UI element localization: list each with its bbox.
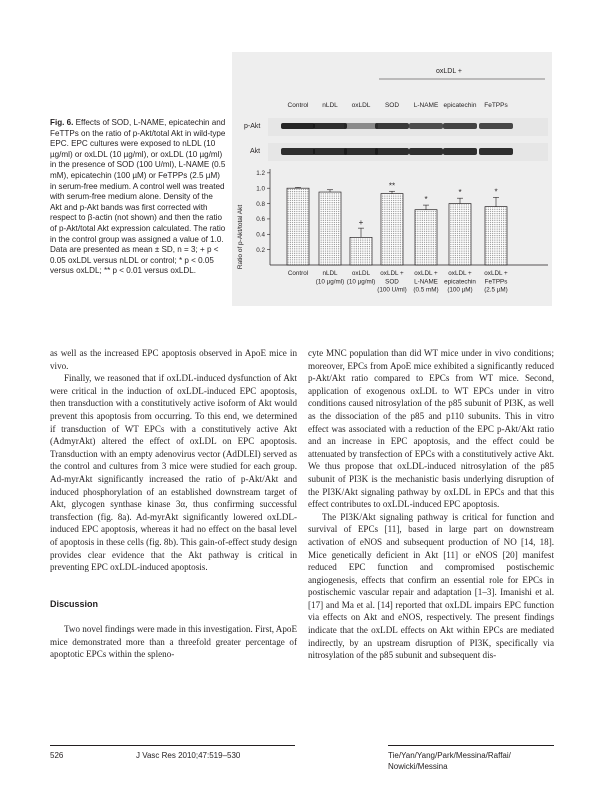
category-label: (2.5 µM): [484, 286, 508, 294]
category-label: oxLDL +: [448, 270, 472, 277]
bar-fill: [450, 204, 471, 264]
footer-rule-right: [388, 745, 554, 746]
significance-marker: *: [458, 188, 462, 198]
bar-fill: [320, 193, 341, 265]
chart-ylabel: Ratio of p-Akt/total Akt: [237, 204, 244, 270]
column-right: [308, 347, 554, 662]
lane-label: epicatechin: [443, 102, 477, 109]
figure-caption: [50, 118, 226, 277]
significance-marker: *: [424, 195, 428, 205]
bar-fill: [351, 238, 372, 264]
y-tick-label: 1.0: [256, 185, 265, 193]
author-list: [388, 750, 511, 772]
lane-label: nLDL: [322, 102, 338, 109]
category-label: oxLDL +: [380, 270, 404, 277]
page-number: 526: [50, 751, 64, 760]
category-label: SOD: [385, 278, 399, 286]
right-paragraph-1: cyte MNC population than did WT mice under in vivo conditions; moreover, EPCs from ApoE mice exhibited a significantly reduced p-Akt/Akt ratio compared to EPCs from WT mice. Second, application of exogenous oxLDL to WT EPCs under in vitro conditions caused nitrosylation of the p85 subunit of PI3K, as well as the dissociation of the p85 and p110 subunits. This in vitro effect was associated with a reduction of the EPC p-Akt/Akt ratio and an increase in EPC apoptosis, and the effect could be attenuated by transfection of EPCs with a constitutively active Akt. We thus propose that oxLDL-induced nitrosylation of the p85 subunit of PI3K is the mechanistic basis underlying disruption of the PI3K/Akt signaling pathway by oxLDL in EPCs and that this effect contributes to oxLDL-induced EPC apoptosis.: [308, 348, 554, 510]
y-tick-label: 0.8: [256, 200, 265, 208]
left-paragraph-2: Finally, we reasoned that if oxLDL-induced dysfunction of Akt were critical in the induction of oxLDL-induced EPC apoptosis, then transduction with a constitutively active isoform of Akt would prevent this apoptosis from occurring. To this end, we determined if transduction of WT EPCs with a constitutively active Akt (AdmyrAkt) altered the effect of oxLDL on EPC apoptosis. Transduction with an empty adenovirus vector (AdDLEI) served as the control and cultures from 3 mice were studied for each group. Ad-myrAkt significantly increased the ratio of p-Akt/Akt and induced phosphorylation of an established downstream target of Akt, glycogen synthase kinase 3α, thus confirming successful transfection (fig. 8a). Ad-myrAkt significantly lowered oxLDL-induced EPC apoptosis, whereas it had no effect on the basal level of apoptosis in these cells (fig. 8b). This gain-of-effect study design provides clear evidence that the Akt pathway is critical in preventing EPC oxLDL-induced apoptosis.: [50, 373, 297, 573]
significance-marker: *: [494, 187, 498, 197]
figure-6: [232, 52, 552, 306]
bar-fill: [288, 189, 309, 265]
akt-band: [375, 148, 409, 155]
journal-citation: J Vasc Res 2010;47:519–530: [136, 751, 241, 760]
column-left: [50, 347, 297, 661]
p-akt-band: [281, 123, 315, 129]
category-label: Control: [287, 270, 309, 277]
category-label: (0.5 mM): [413, 286, 439, 294]
p-akt-band: [443, 123, 477, 129]
p-akt-band: [375, 123, 409, 129]
blot-label-akt: Akt: [250, 148, 261, 155]
category-label: FeTPPs: [484, 278, 508, 286]
category-label: nLDL: [322, 270, 338, 277]
significance-marker: **: [388, 181, 396, 191]
akt-band: [344, 148, 378, 155]
left-paragraph-3: Two novel findings were made in this investigation. First, ApoE mice demonstrated more than a threefold greater percentage of apoptotic EPCs within the spleno-: [50, 624, 297, 660]
akt-band: [443, 148, 477, 155]
y-tick-label: 0.6: [256, 216, 265, 224]
lane-label: L-NAME: [413, 102, 439, 109]
bar-chart: [256, 169, 548, 294]
significance-marker: +: [358, 218, 364, 228]
figure-label: Fig. 6.: [50, 118, 74, 127]
bar-fill: [416, 210, 437, 264]
lane-label: SOD: [384, 102, 400, 109]
p-akt-band: [313, 123, 347, 129]
y-tick-label: 1.2: [256, 170, 265, 178]
blot-label-p-akt: p-Akt: [244, 123, 261, 130]
category-label: (10 µg/ml): [315, 278, 345, 286]
figure-caption-text: Effects of SOD, L-NAME, epicatechin and FeTTPs on the ratio of p-Akt/total Akt in wild-type EPC. EPC cultures were exposed to nLDL (10 µg/ml) or oxLDL (10 µg/ml), or oxLDL (10 µg/ml) in the presence of SOD (100 U/ml), L-NAME (0.5 mM), epicatechin (100 µM) or FeTPPs (2.5 µM) in serum-free medium. A control well was treated with serum-free medium alone. Density of the Akt and p-Akt bands was first corrected with respect to β-actin (not shown) and then the ratio of p-Akt/total Akt expression calculated. The ratio in the control group was assigned a value of 1.0. Data are presented as mean ± SD, n = 3; + p < 0.05 oxLDL versus nLDL or control; * p < 0.05 versus oxLDL; ** p < 0.01 versus oxLDL.: [50, 118, 226, 276]
bar-fill: [382, 194, 403, 264]
category-label: (100 µM): [447, 286, 473, 294]
p-akt-band: [344, 123, 378, 129]
category-label: (100 U/ml): [377, 286, 407, 294]
lane-label: FeTPPs: [484, 102, 508, 109]
akt-band: [281, 148, 315, 155]
section-heading-discussion: Discussion: [50, 598, 99, 609]
category-label: oxLDL: [351, 270, 371, 277]
y-tick-label: 0.2: [256, 246, 265, 254]
footer-rule-left: [50, 745, 295, 746]
author-list-line-1: Tie/Yan/Yang/Park/Messina/Raffai/: [388, 751, 511, 760]
category-label: L-NAME: [414, 278, 438, 286]
right-paragraph-2: The PI3K/Akt signaling pathway is critical for function and survival of EPCs [11], based in large part on downstream activation of eNOS and subsequent production of NO [14, 18]. Mice genetically deficient in Akt [11] or eNOS [20] manifest reduced EPC function and compromised postischemic angiogenesis, effects that confirm an essential role for EPCs in postischemic vascular repair and adaptation [1–3]. Imanishi et al. [17] and Ma et al. [14] reported that oxLDL impairs EPC function via effects on Akt and eNOS, respectively. The present findings indicate that the oxLDL effects on Akt within EPCs are mediated indirectly, by an upstream disruption of PI3K, specifically via nitrosylation of the p85 subunit and subsequent dis-: [308, 511, 554, 661]
lane-label: Control: [287, 102, 309, 109]
bar-fill: [486, 207, 507, 264]
lane-labels: [288, 102, 509, 109]
akt-band: [313, 148, 347, 155]
p-akt-band: [479, 123, 513, 129]
akt-band: [409, 148, 443, 155]
figure-svg: [232, 52, 552, 306]
p-akt-band: [409, 123, 443, 129]
category-label: epicatechin: [444, 278, 476, 286]
western-blot-bands: [268, 118, 548, 161]
category-label: oxLDL +: [484, 270, 508, 277]
lane-label: oxLDL: [351, 102, 371, 109]
author-list-line-2: Nowicki/Messina: [388, 762, 448, 771]
group-label: oxLDL +: [435, 68, 463, 75]
category-label: (10 µg/ml): [346, 278, 376, 286]
category-label: oxLDL +: [414, 270, 438, 277]
akt-band: [479, 148, 513, 155]
y-tick-label: 0.4: [256, 231, 265, 239]
left-paragraph-1: as well as the increased EPC apoptosis observed in ApoE mice in vivo.: [50, 348, 297, 371]
